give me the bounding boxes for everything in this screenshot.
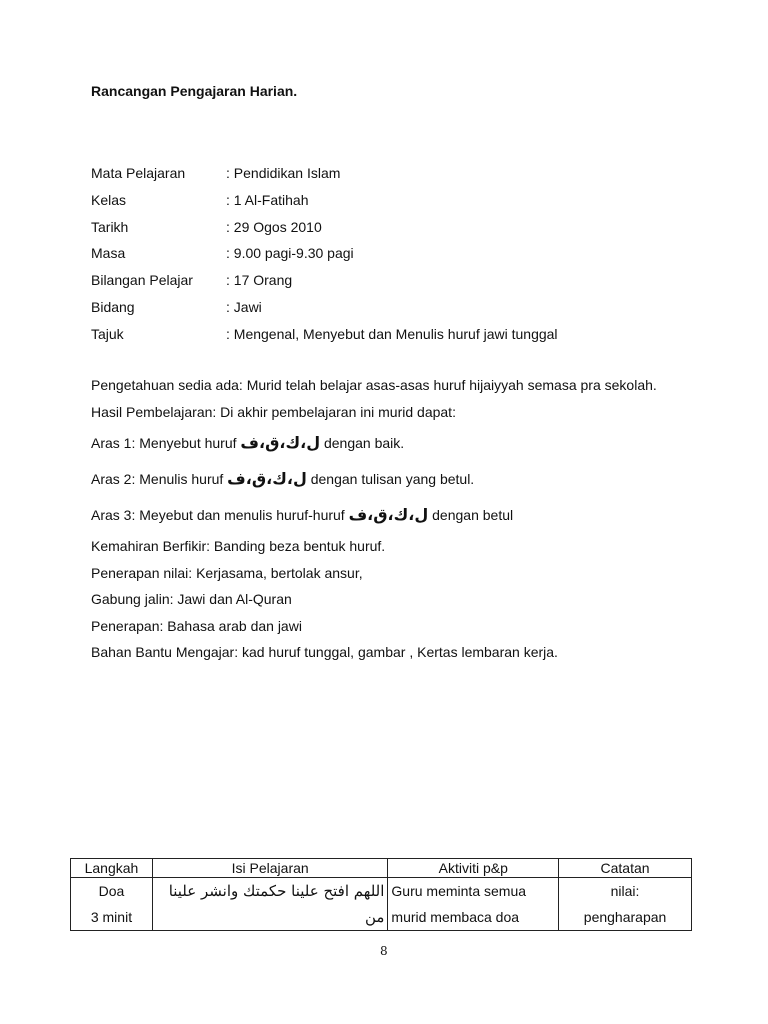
- cell-activity: [388, 878, 559, 931]
- info-label: Bidang: [91, 298, 135, 315]
- activity-line: Guru meminta semua: [391, 883, 527, 899]
- level-2: [91, 461, 681, 497]
- level-text: Aras 3: Meyebut dan menulis huruf-huruf: [91, 507, 349, 523]
- info-value: : Mengenal, Menyebut dan Menulis huruf jawi tunggal: [226, 325, 558, 342]
- level-3: [91, 497, 681, 533]
- notes-line: pengharapan: [583, 909, 667, 925]
- step-duration: 3 minit: [90, 909, 133, 925]
- activity-line: murid membaca doa: [391, 909, 520, 925]
- jawi-letters: ل،ك،ق،ف: [227, 469, 307, 488]
- page-number: 8: [380, 944, 388, 958]
- prayer-text: اللهم افتح علينا حكمتك وانشر علينا من: [168, 882, 385, 926]
- table-header-row: [71, 859, 692, 878]
- learning-outcome: Hasil Pembelajaran: Di akhir pembelajaran ini murid dapat:: [91, 403, 456, 420]
- thinking-skill: Kemahiran Berfikir: Banding beza bentuk huruf.: [91, 538, 386, 554]
- level-text: Aras 2: Menulis huruf: [91, 471, 228, 487]
- application: Penerapan: Bahasa arab dan jawi: [91, 617, 302, 634]
- level-text: dengan baik.: [320, 435, 405, 451]
- cell-step: [71, 878, 153, 931]
- info-label: Masa: [91, 245, 126, 262]
- info-value: : Jawi: [226, 298, 262, 315]
- info-value: : 29 Ogos 2010: [226, 218, 322, 235]
- level-1: [91, 425, 681, 461]
- info-value: : 17 Orang: [226, 272, 293, 289]
- info-value: : 9.00 pagi-9.30 pagi: [226, 245, 354, 262]
- info-value: : Pendidikan Islam: [226, 165, 341, 181]
- table-header: Aktiviti p&p: [388, 859, 559, 878]
- notes-line: nilai:: [610, 883, 640, 899]
- lesson-table: [70, 858, 692, 931]
- lesson-body: [91, 372, 681, 666]
- jawi-letters: ل،ك،ق،ف: [348, 505, 429, 524]
- info-label: Mata Pelajaran: [91, 165, 186, 181]
- document-title: Rancangan Pengajaran Harian.: [91, 83, 298, 99]
- teaching-aids: Bahan Bantu Mengajar: kad huruf tunggal, gambar , Kertas lembaran kerja.: [91, 644, 558, 660]
- table-header: Langkah: [71, 859, 153, 878]
- table-row: [71, 878, 692, 931]
- cell-content: [152, 878, 387, 931]
- info-label: Bilangan Pelajar: [91, 272, 193, 289]
- values: Penerapan nilai: Kerjasama, bertolak ansur,: [91, 564, 363, 581]
- info-label: Tajuk: [91, 325, 124, 342]
- info-label: Kelas: [91, 191, 127, 208]
- table-header: Catatan: [559, 859, 692, 878]
- info-label: Tarikh: [91, 218, 129, 235]
- level-text: Aras 1: Menyebut huruf: [91, 435, 241, 451]
- integration: Gabung jalin: Jawi dan Al-Quran: [91, 591, 292, 607]
- jawi-letters: ل،ك،ق،ف: [240, 433, 321, 452]
- level-text: dengan tulisan yang betul.: [306, 471, 475, 487]
- info-value: : 1 Al-Fatihah: [226, 191, 309, 208]
- table-header: Isi Pelajaran: [152, 859, 387, 878]
- prior-knowledge: Pengetahuan sedia ada: Murid telah belajar asas-asas huruf hijaiyyah semasa pra sekolah.: [91, 377, 657, 393]
- cell-notes: [559, 878, 692, 931]
- step-name: Doa: [98, 883, 125, 899]
- level-text: dengan betul: [428, 507, 514, 523]
